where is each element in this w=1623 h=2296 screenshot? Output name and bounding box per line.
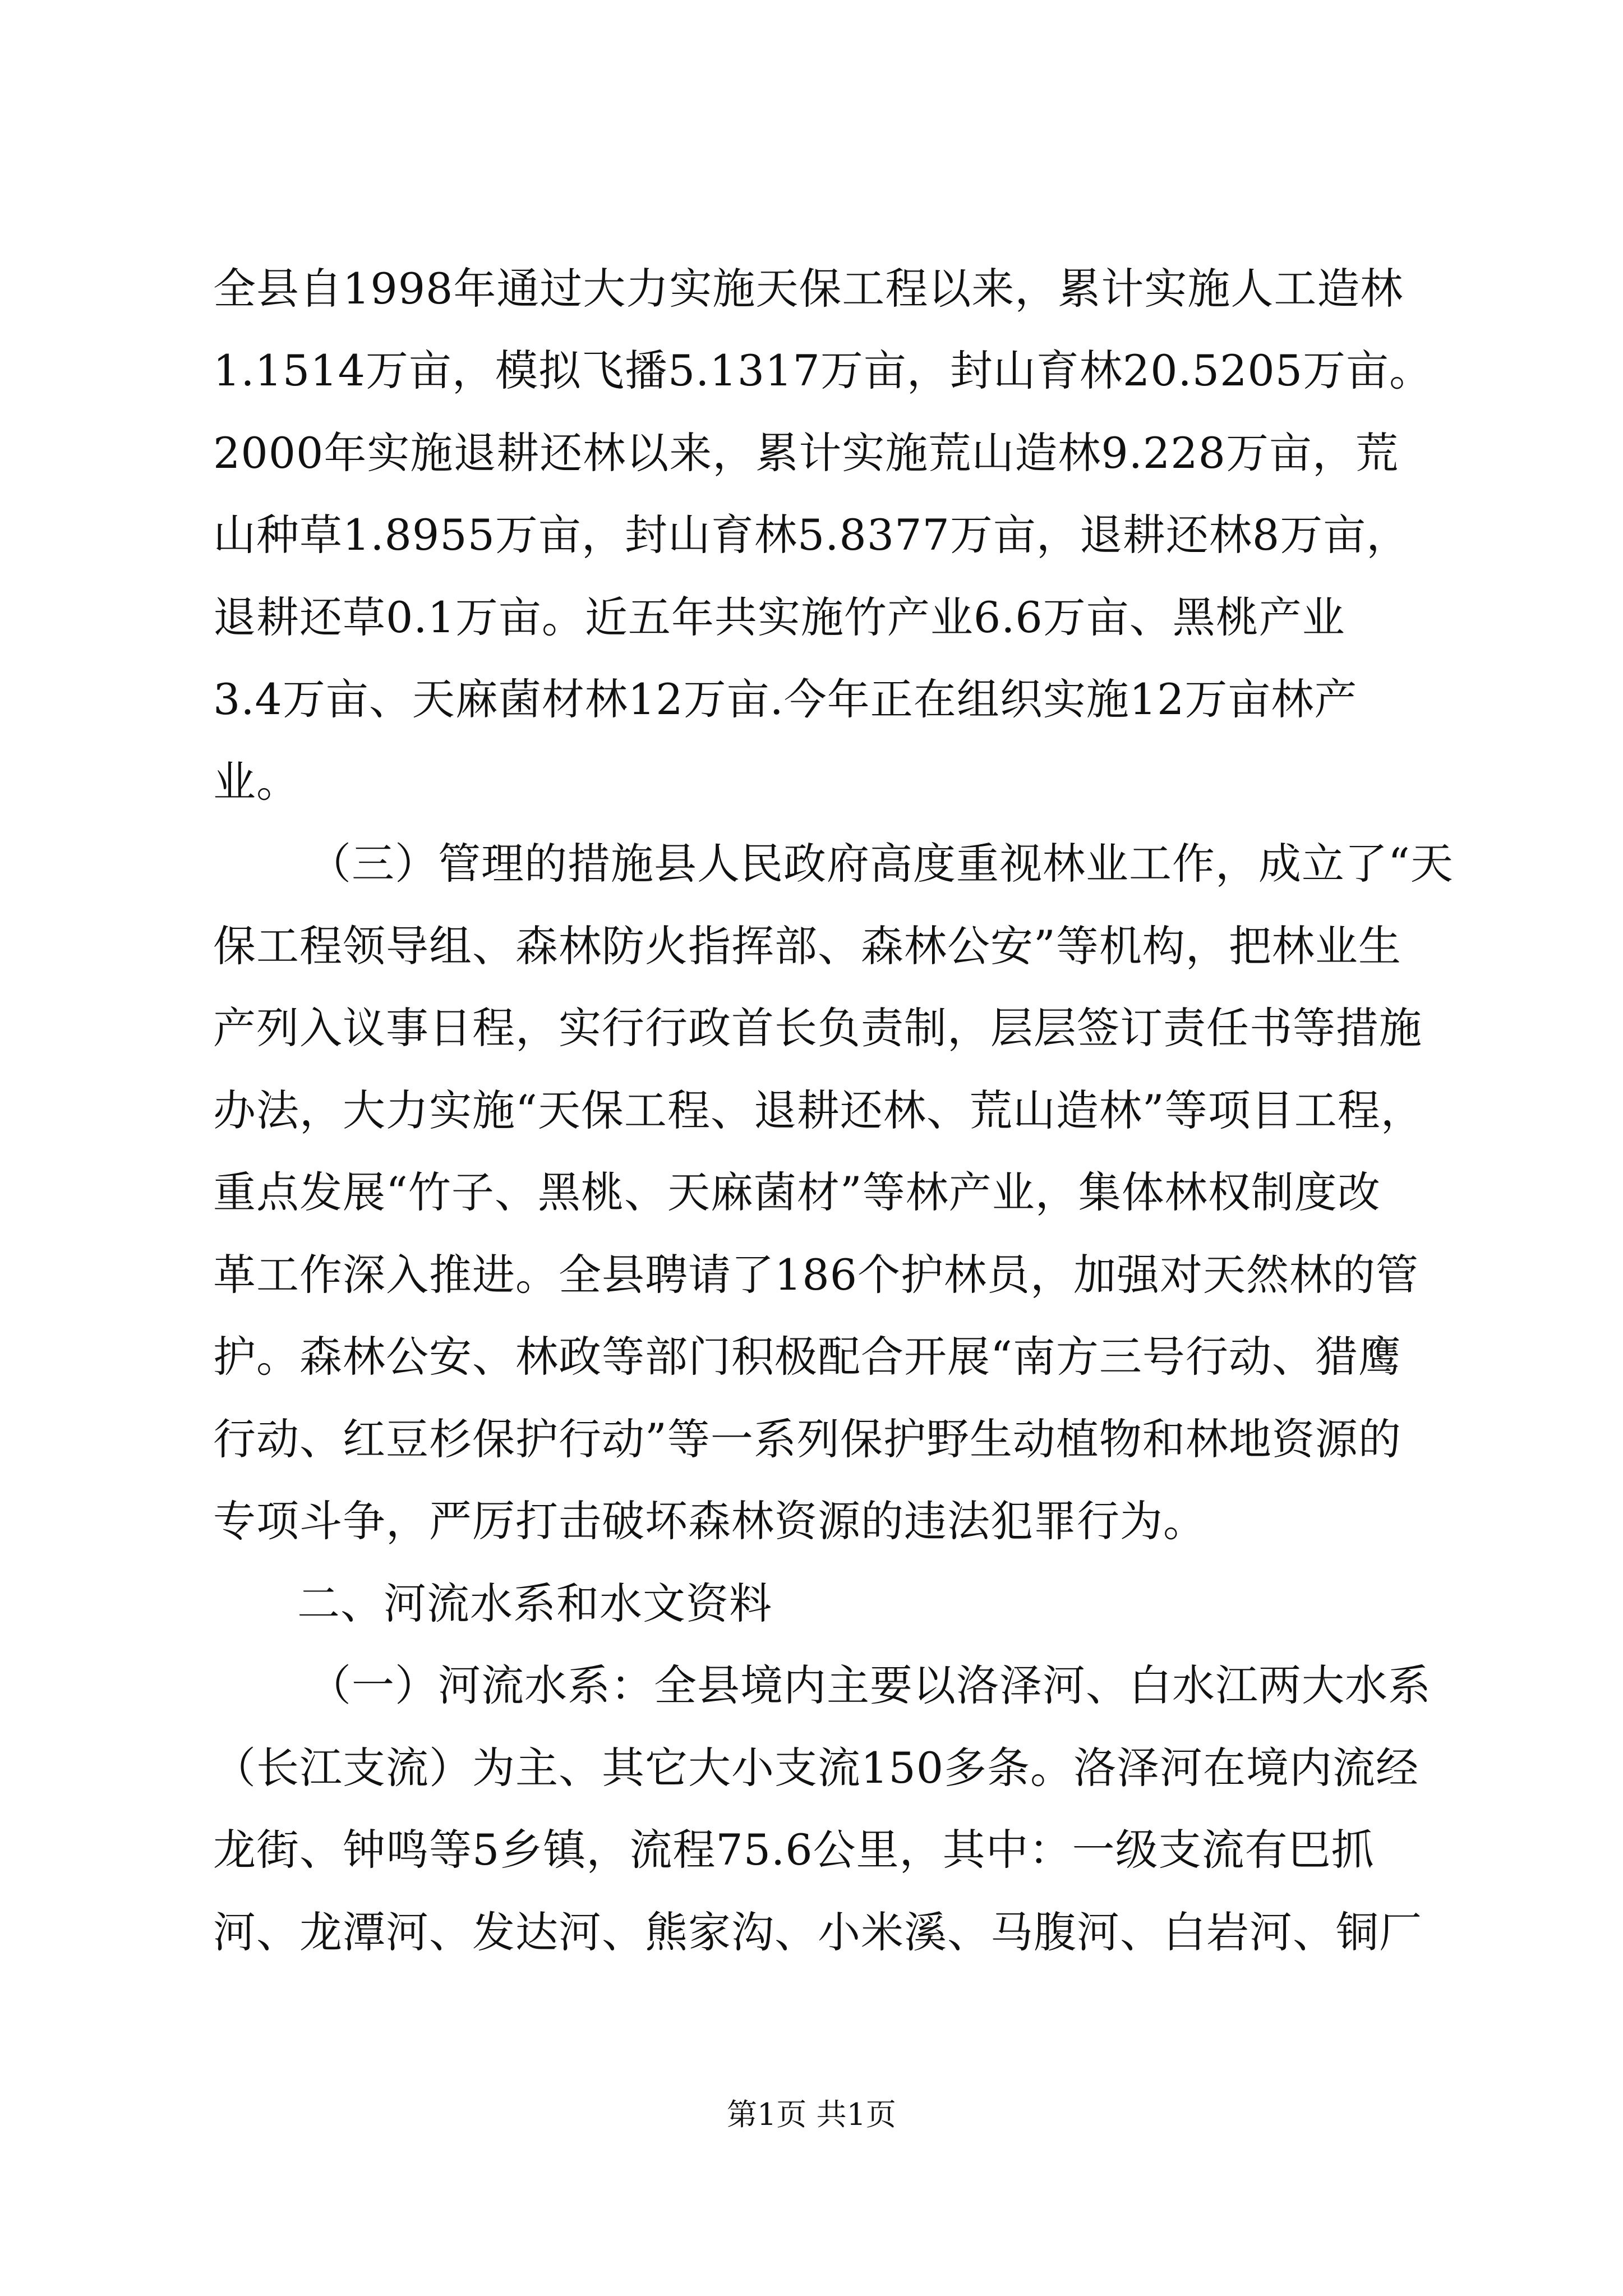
text-line: 山种草1.8955万亩，封山育林5.8377万亩，退耕还林8万亩， [213, 510, 1410, 560]
page-number-footer: 第1页 共1页 [727, 2097, 896, 2132]
text-line: 行动、红豆杉保护行动”等一系列保护野生动植物和林地资源的 [213, 1414, 1401, 1464]
text-line: 3.4万亩、天麻菌材林12万亩.今年正在组织实施12万亩林产 [213, 674, 1358, 724]
text-line: 龙街、钟鸣等5乡镇，流程75.6公里，其中：一级支流有巴抓 [213, 1825, 1375, 1875]
text-line: 革工作深入推进。全县聘请了186个护林员，加强对天然林的管 [213, 1250, 1419, 1300]
text-line: 专项斗争，严厉打击破坏森林资源的违法犯罪行为。 [213, 1496, 1206, 1546]
text-line: 产列入议事日程，实行行政首长负责制，层层签订责任书等措施 [213, 1003, 1422, 1053]
text-line: （一）河流水系：全县境内主要以洛泽河、白水江两大水系 [308, 1660, 1431, 1710]
text-line: 重点发展“竹子、黑桃、天麻菌材”等林产业，集体林权制度改 [213, 1167, 1381, 1217]
text-line: 1.1514万亩，模拟飞播5.1317万亩，封山育林20.5205万亩。 [213, 346, 1433, 395]
text-line: 保工程领导组、森林防火指挥部、森林公安”等机构，把林业生 [213, 921, 1401, 971]
text-line: 全县自1998年通过大力实施天保工程以来，累计实施人工造林 [213, 264, 1404, 314]
text-line: （长江支流）为主、其它大小支流150多条。洛泽河在境内流经 [213, 1743, 1419, 1793]
text-line: （三）管理的措施县人民政府高度重视林业工作，成立了“天 [308, 839, 1454, 889]
text-line: 2000年实施退耕还林以来，累计实施荒山造林9.228万亩，荒 [213, 428, 1399, 478]
text-line: 办法，大力实施“天保工程、退耕还林、荒山造林”等项目工程， [213, 1085, 1424, 1135]
text-line: 河、龙潭河、发达河、熊家沟、小米溪、马腹河、白岩河、铜厂 [213, 1907, 1422, 1957]
text-line: 业。 [213, 757, 299, 807]
text-line: 退耕还草0.1万亩。近五年共实施竹产业6.6万亩、黑桃产业 [213, 592, 1345, 642]
text-line: 护。森林公安、林政等部门积极配合开展“南方三号行动、猎鹰 [213, 1332, 1401, 1382]
section-heading: 二、河流水系和水文资料 [297, 1579, 772, 1628]
